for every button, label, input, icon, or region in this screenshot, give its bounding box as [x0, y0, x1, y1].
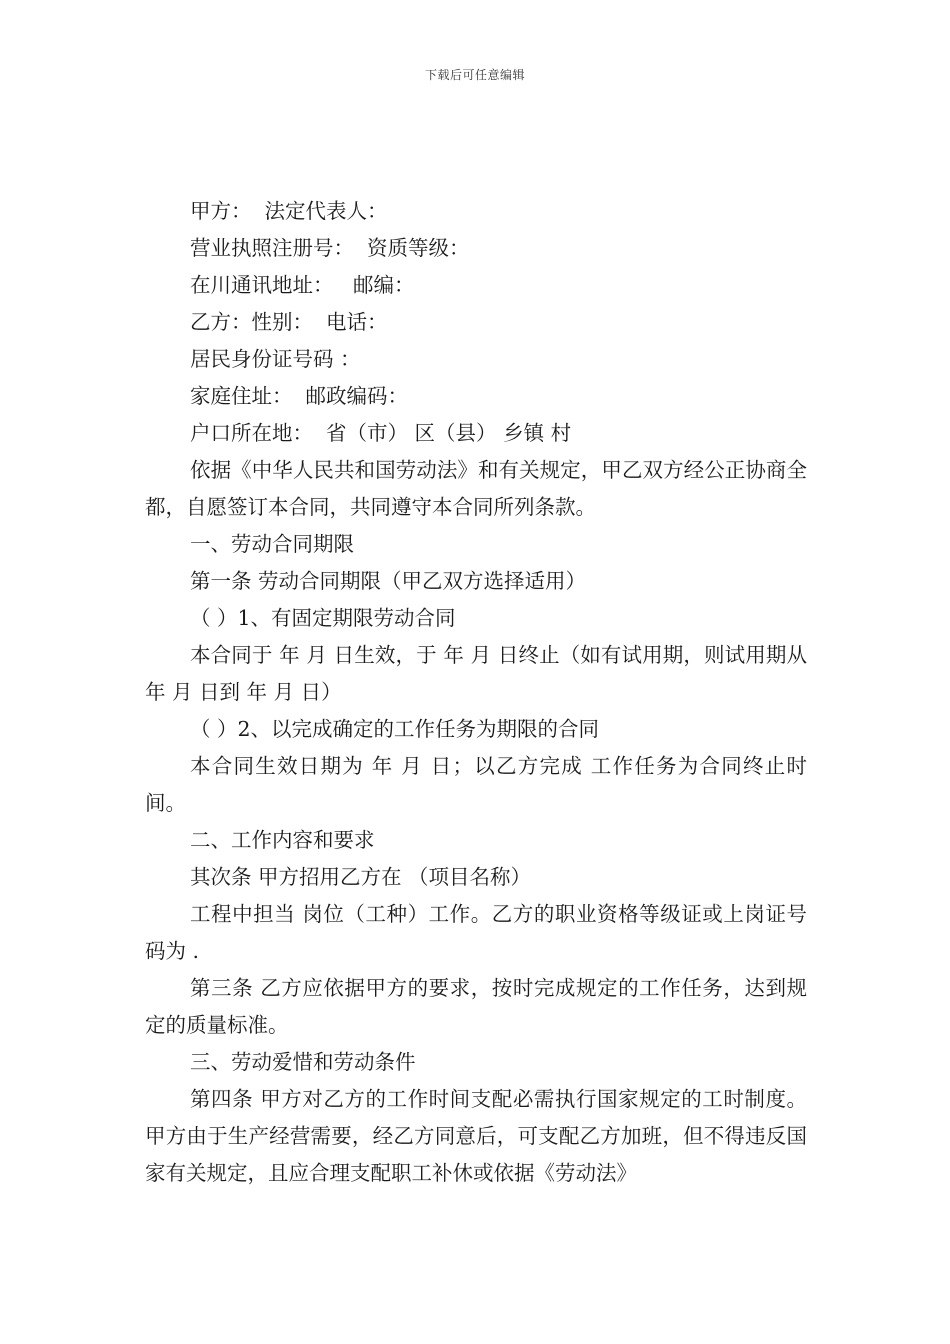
paragraph-party-a: 甲方： 法定代表人：: [190, 199, 388, 223]
section-heading-contract-term: 一、劳动合同期限: [190, 532, 354, 556]
paragraph-fixed-term-dates: 本合同于 年 月 日生效，于 年 月 日终止（如有试用期，则试用期从 年 月 日到 年 月 日）: [145, 643, 814, 704]
section-heading-work-content: 二、工作内容和要求: [190, 828, 375, 852]
article-3: 第三条 乙方应依据甲方的要求，按时完成规定的工作任务，达到规定的质量标准。: [145, 976, 807, 1037]
option-task-term: （ ）2、以完成确定的工作任务为期限的合同: [190, 717, 600, 741]
paragraph-id-number: 居民身份证号码 ：: [190, 347, 361, 371]
document-body: [145, 193, 814, 1192]
article-4: 第四条 甲方对乙方的工作时间支配必需执行国家规定的工时制度。甲方由于生产经营需要，经乙方同意后，可支配乙方加班，但不得违反国家有关规定，且应合理支配职工补休或依据《劳动法》: [145, 1087, 807, 1185]
option-fixed-term: （ ）1、有固定期限劳动合同: [190, 606, 456, 630]
section-heading-labor-protection: 三、劳动爱惜和劳动条件: [190, 1050, 416, 1074]
article-1: 第一条 劳动合同期限（甲乙双方选择适用）: [190, 569, 587, 593]
paragraph-preamble: 依据《中华人民共和国劳动法》和有关规定，甲乙双方经公正协商全都，自愿签订本合同，共同遵守本合同所列条款。: [145, 458, 807, 519]
paragraph-license-number: 营业执照注册号： 资质等级：: [190, 236, 470, 260]
paragraph-task-term-dates: 本合同生效日期为 年 月 日；以乙方完成 工作任务为合同终止时间。: [145, 754, 807, 815]
paragraph-party-b: 乙方：性别： 电话：: [190, 310, 388, 334]
article-2: 其次条 甲方招用乙方在 （项目名称）: [190, 865, 532, 889]
paragraph-household-location: 户口所在地： 省（市） 区（县） 乡镇 村: [190, 421, 572, 445]
page-header-note: 下载后可任意编辑: [424, 68, 525, 82]
paragraph-address: 在川通讯地址： 邮编：: [190, 273, 415, 297]
paragraph-position: 工程中担当 岗位（工种）工作。乙方的职业资格等级证或上岗证号码为 .: [145, 902, 807, 963]
paragraph-home-address: 家庭住址： 邮政编码：: [190, 384, 409, 408]
